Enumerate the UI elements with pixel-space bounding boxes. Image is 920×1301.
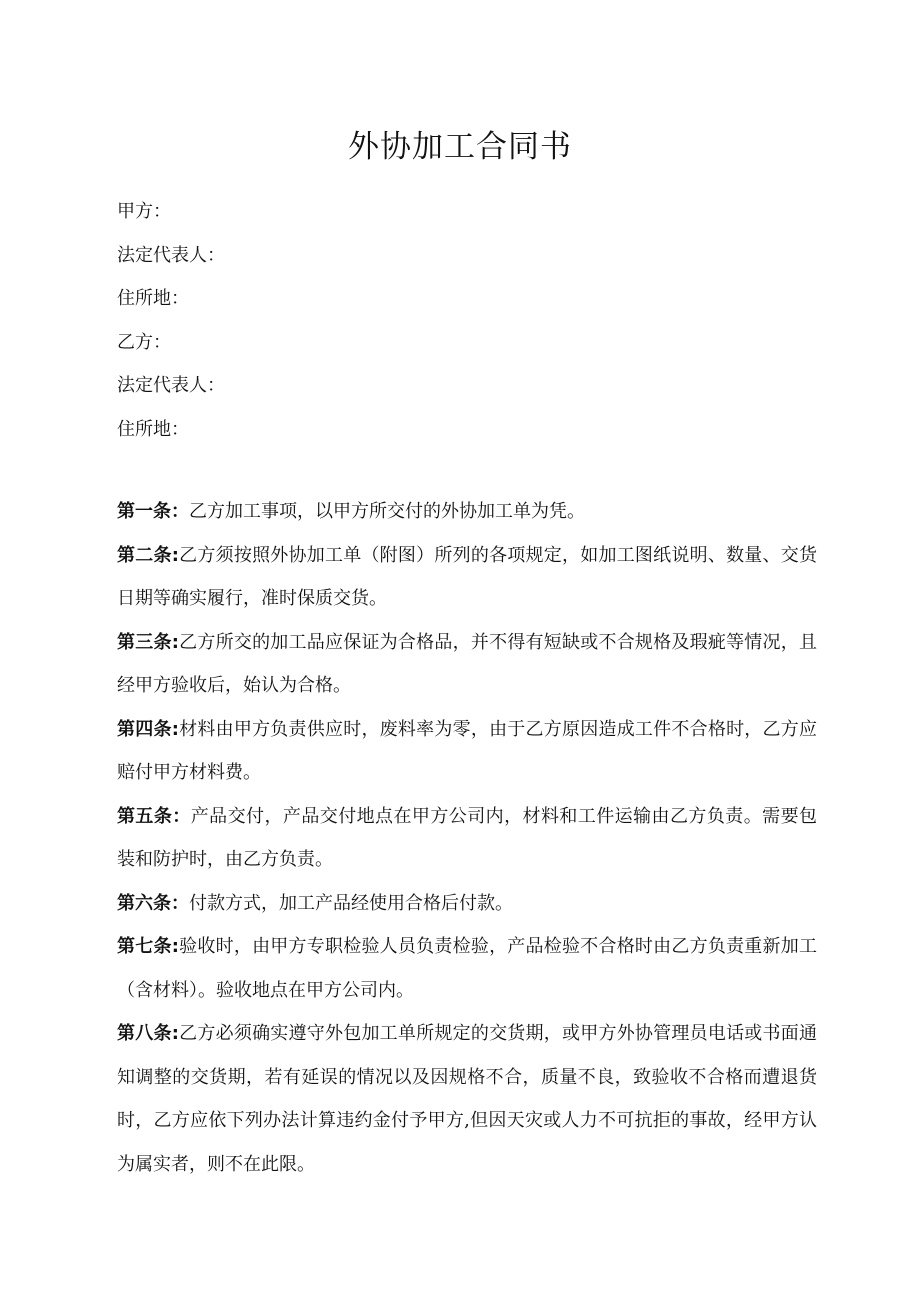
article-label: 第二条: [117, 544, 179, 566]
article-label: 第五条： [117, 805, 191, 827]
party-b-legal-representative-label: 法定代表人： [117, 375, 225, 396]
article-4 [117, 708, 817, 795]
contract-articles [117, 490, 817, 1186]
article-label: 第七条: [117, 936, 179, 957]
article-label: 第三条: [117, 631, 179, 653]
article-label: 第八条: [117, 1023, 179, 1044]
article-7 [117, 925, 817, 1012]
article-label: 第四条: [117, 718, 179, 740]
article-1 [117, 490, 817, 534]
article-2 [117, 534, 817, 621]
article-5 [117, 795, 817, 882]
article-text: 乙方加工事项，以甲方所交付的外协加工单为凭。 [189, 501, 585, 522]
party-a-legal-representative-label: 法定代表人： [117, 244, 225, 266]
article-6 [117, 882, 817, 926]
article-text: 验收时，由甲方专职检验人员负责检验，产品检验不合格时由乙方负责重新加工（含材料）。验收地点在甲方公司内。 [117, 936, 818, 1001]
document-title: 外协加工合同书 [348, 129, 572, 165]
article-text: 乙方所交的加工品应保证为合格品，并不得有短缺或不合规格及瑕疵等情况，且经甲方验收后，始认为合格。 [117, 631, 818, 696]
article-text: 材料由甲方负责供应时，废料率为零，由于乙方原因造成工件不合格时，乙方应赔付甲方材料费。 [117, 718, 818, 783]
article-text: 产品交付，产品交付地点在甲方公司内，材料和工件运输由乙方负责。需要包装和防护时，由乙方负责。 [117, 805, 818, 870]
article-text: 付款方式，加工产品经使用合格后付款。 [189, 892, 513, 914]
article-label: 第六条： [117, 892, 189, 914]
article-text: 乙方必须确实遵守外包加工单所规定的交货期，或甲方外协管理员电话或书面通知调整的交货期，若有延误的情况以及因规格不合，质量不良，致验收不合格而遭退货时，乙方应依下列办法计算违约金付予甲方,但因天灾或人力不可抗拒的事故，经甲方认为属实者，则不在此限。 [117, 1023, 818, 1175]
article-label: 第一条： [117, 501, 189, 522]
party-b-label: 乙方： [117, 331, 171, 353]
article-text: 乙方须按照外协加工单（附图）所列的各项规定，如加工图纸说明、数量、交货日期等确实履行，准时保质交货。 [117, 544, 818, 609]
article-8 [117, 1012, 817, 1186]
party-a-address-label: 住所地： [117, 288, 189, 309]
article-3 [117, 621, 817, 708]
party-info-block [117, 190, 817, 451]
party-a-label: 甲方： [117, 201, 171, 222]
party-b-address-label: 住所地： [117, 418, 189, 440]
